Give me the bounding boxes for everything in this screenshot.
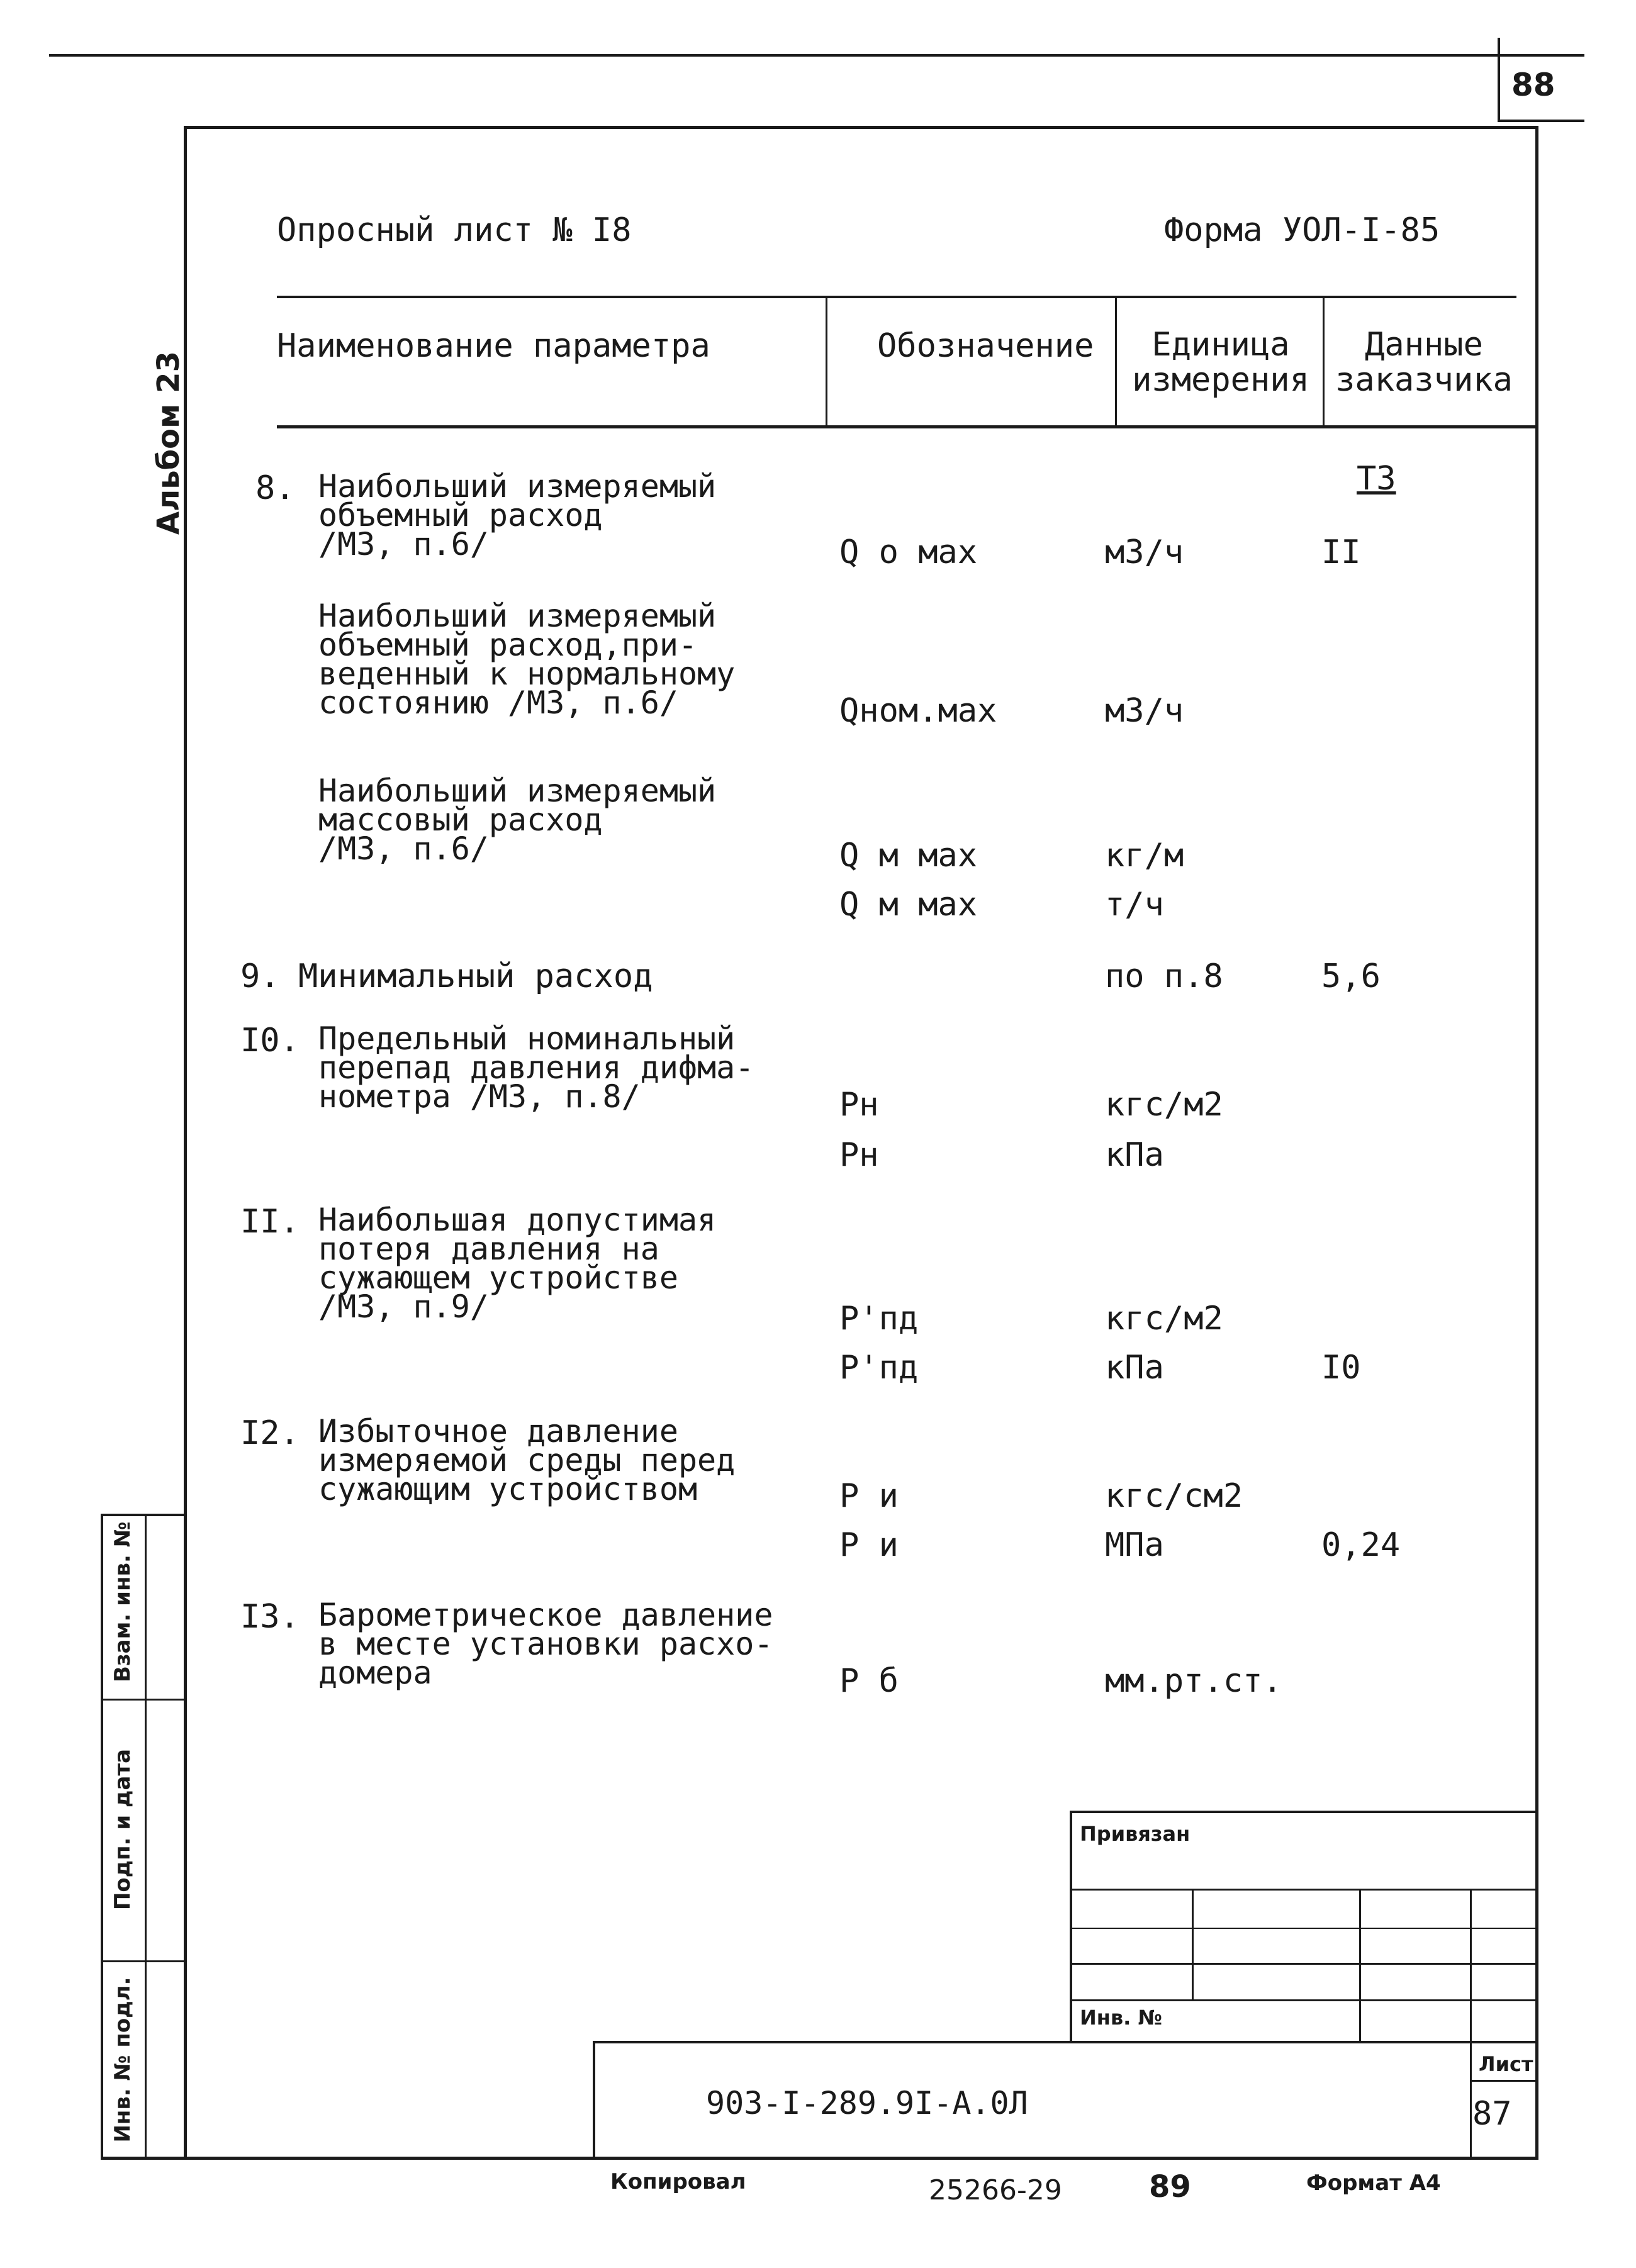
designation: Qном.мах [839, 692, 997, 730]
stamp-inv: Инв. № подл. [110, 1977, 135, 2143]
album-label: Альбом 23 [151, 351, 186, 535]
document-code: 903-I-289.9I-A.0Л [706, 2085, 1028, 2121]
priv-col-3 [1470, 1889, 1472, 2157]
value: II [1321, 533, 1361, 571]
inv-label: Инв. № [1080, 2006, 1162, 2030]
col-div-2 [1115, 296, 1117, 428]
title-left [593, 2041, 595, 2159]
row-num: 9. [240, 958, 280, 995]
row-name: Минимальный расход [298, 958, 653, 995]
questionnaire-title: Опросный лист № I8 [277, 211, 632, 249]
sheet-number: 87 [1472, 2095, 1512, 2133]
footer-copied: Копировал [610, 2169, 746, 2194]
row-name: Барометрическое давление в месте установки расхо- домера [318, 1597, 773, 1691]
row-num: I3. [240, 1598, 300, 1636]
unit: МПа [1105, 1526, 1164, 1564]
row-name: Избыточное давление измеряемой среды перед сужающим устройством [318, 1413, 736, 1507]
unit: мм.рт.ст. [1105, 1662, 1282, 1700]
value: 0,24 [1321, 1526, 1401, 1564]
unit: кгс/см2 [1105, 1477, 1243, 1515]
priv-row-3 [1070, 1963, 1538, 1965]
frame-top [184, 126, 1538, 129]
designation: Р б [839, 1662, 899, 1700]
page-number-box-left [1498, 38, 1500, 121]
col-div-1 [826, 296, 827, 428]
designation: Рн [839, 1136, 879, 1174]
priv-row-1 [1070, 1889, 1538, 1891]
unit: кгс/м2 [1105, 1086, 1223, 1124]
designation: Р и [839, 1526, 899, 1564]
designation: Q м мах [839, 886, 978, 924]
stamp-inner [145, 1514, 147, 2159]
priv-col-2 [1359, 1889, 1361, 2043]
unit: м3/ч [1105, 533, 1184, 571]
col-header-name: Наименование параметра [277, 327, 710, 365]
priv-row-2 [1070, 1928, 1538, 1929]
col-header-designation: Обозначение [877, 327, 1094, 365]
table-header-bottom [277, 425, 1535, 428]
row-extra: Т3 [1357, 460, 1396, 498]
stamp-div-1 [101, 1699, 186, 1701]
page-number-box-bottom [1498, 120, 1584, 122]
stamp-top [101, 1514, 186, 1516]
stamp-div-2 [101, 1960, 186, 1962]
stamp-podp: Подп. и дата [110, 1748, 135, 1911]
unit: по п.8 [1105, 958, 1223, 995]
page-number: 88 [1511, 67, 1555, 103]
footer-order: 25266-29 [929, 2174, 1062, 2206]
col-header-unit: Единица измерения [1132, 326, 1309, 399]
row-num: I2. [240, 1414, 300, 1452]
stamp-vzam: Взам. инв. № [110, 1521, 135, 1682]
priv-left [1070, 1811, 1072, 2043]
priv-col-1 [1192, 1889, 1194, 1999]
designation: Р и [839, 1477, 899, 1515]
row-name: Предельный номинальный перепад давления дифма- нометра /М3, п.8/ [318, 1020, 754, 1115]
designation: Q м мах [839, 837, 978, 874]
priv-row-4 [1070, 1999, 1538, 2001]
designation: Р'пд [839, 1349, 919, 1387]
col-header-customer: Данные заказчика [1335, 326, 1513, 399]
unit: т/ч [1105, 886, 1164, 924]
sheet-div [1470, 2080, 1538, 2082]
unit: кг/м [1105, 837, 1184, 874]
priv-top [1070, 1811, 1538, 1813]
title-top [593, 2041, 1538, 2043]
row-name: Наибольший измеряемый объемный расход /М3, п.6/ [318, 468, 717, 562]
footer-format: Формат А4 [1306, 2170, 1441, 2196]
unit: кгс/м2 [1105, 1300, 1223, 1338]
stamp-left [101, 1514, 103, 2159]
footer-number: 89 [1149, 2169, 1191, 2204]
unit: м3/ч [1105, 692, 1184, 730]
top-border [49, 54, 1584, 57]
row-num: II. [240, 1203, 300, 1241]
unit: кПа [1105, 1136, 1164, 1174]
frame-bottom [101, 2157, 1538, 2160]
row-num: 8. [255, 469, 295, 507]
sheet-label: Лист [1479, 2052, 1533, 2076]
privyazan-label: Привязан [1080, 1822, 1191, 1846]
table-header-top [277, 296, 1516, 298]
form-label: Форма УОЛ-I-85 [1164, 211, 1440, 249]
designation: Р'пд [839, 1300, 919, 1338]
value: 5,6 [1321, 958, 1381, 995]
row-name: Наибольшая допустимая потеря давления на сужающем устройстве /М3, п.9/ [318, 1202, 717, 1325]
designation: Рн [839, 1086, 879, 1124]
value: I0 [1321, 1349, 1361, 1387]
row-num: I0. [240, 1022, 300, 1059]
designation: Q о мах [839, 533, 978, 571]
col-div-3 [1323, 296, 1325, 428]
row-name: Наибольший измеряемый массовый расход /М3, п.6/ [318, 773, 717, 867]
unit: кПа [1105, 1349, 1164, 1387]
frame-right [1535, 126, 1538, 2159]
row-name: Наибольший измеряемый объемный расход,при- веденный к нормальному состоянию /М3, п.6/ [318, 598, 736, 721]
